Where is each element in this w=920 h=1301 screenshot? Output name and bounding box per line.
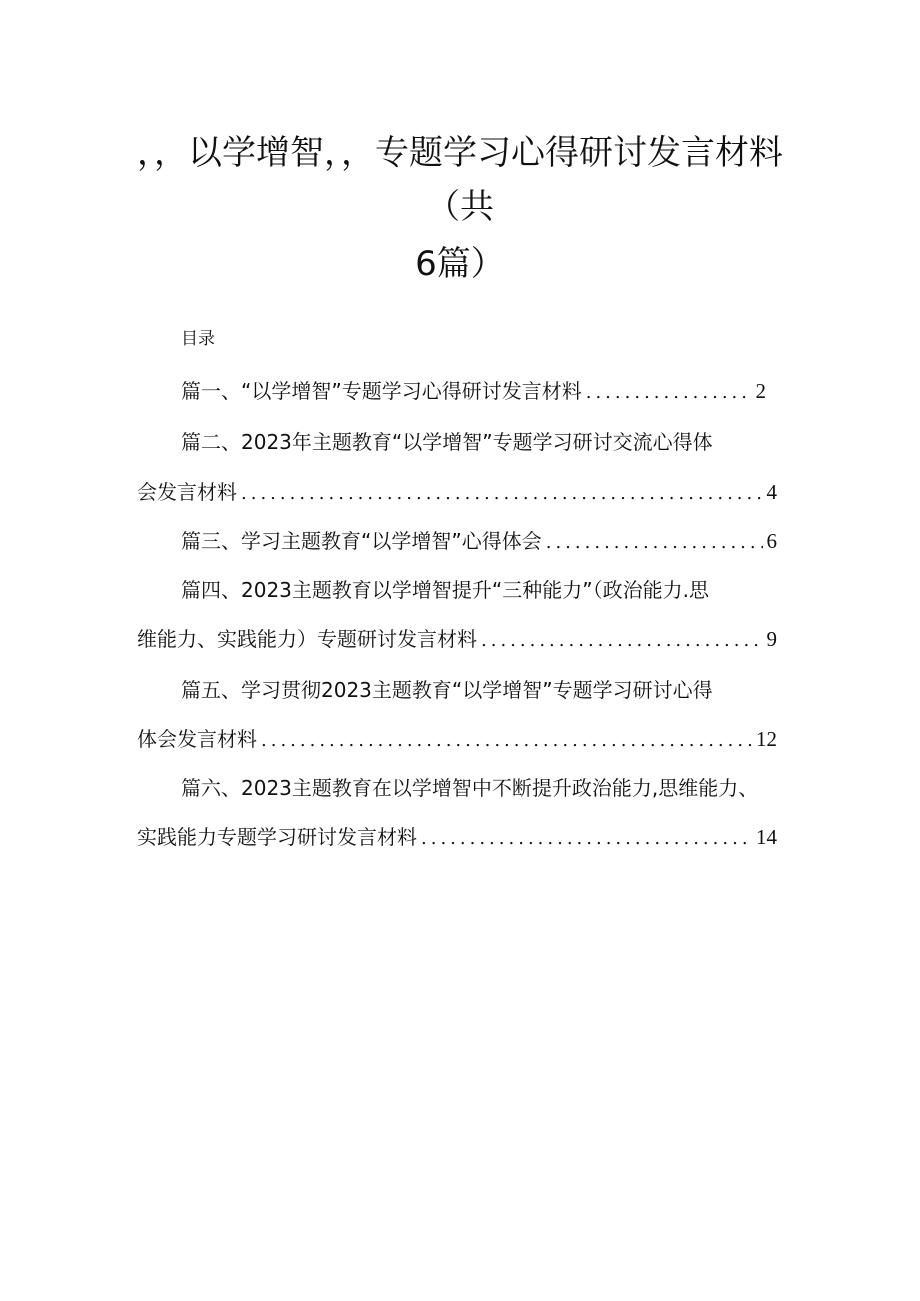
- toc-entry-3-page: 6: [766, 529, 777, 553]
- toc-leader-dots: [481, 627, 763, 655]
- toc-entry-1[interactable]: [181, 377, 766, 407]
- toc-entry-2-title-cont: 会发言材料: [137, 480, 237, 504]
- toc-entry-4-title-cont: 维能力、实践能力）专题研讨发言材料: [137, 627, 477, 651]
- toc-entry-4-page: 9: [766, 627, 777, 651]
- toc-entry-5-title-cont: 体会发言材料: [137, 727, 257, 751]
- toc-leader-dots: [586, 379, 752, 407]
- toc-entry-1-page: 2: [755, 379, 766, 403]
- toc-leader-dots: [261, 727, 752, 755]
- toc-entry-3[interactable]: [181, 527, 777, 557]
- toc-entry-3-title: 篇三、学习主题教育“以学增智”心得体会: [181, 529, 542, 553]
- toc-entry-4[interactable]: [137, 625, 777, 655]
- toc-leader-dots: [546, 529, 763, 557]
- toc-heading: 目录: [181, 329, 215, 349]
- toc-entry-5[interactable]: [137, 725, 777, 755]
- toc-entry-6-title-cont: 实践能力专题学习研讨发言材料: [137, 825, 417, 849]
- toc-entry-2-line-1[interactable]: 篇二、2023年主题教育“以学增智”专题学习研讨交流心得体: [181, 430, 713, 454]
- toc-leader-dots: [241, 480, 763, 508]
- toc-entry-1-title: 篇一、“以学增智”专题学习心得研讨发言材料: [181, 379, 582, 403]
- document-title-line-1: ，，以学增智，，专题学习心得研讨发言材料: [137, 133, 783, 173]
- toc-entry-2-page: 4: [766, 480, 777, 504]
- toc-entry-6-line-1[interactable]: 篇六、2023主题教育在以学增智中不断提升政治能力,思维能力、: [181, 776, 759, 800]
- toc-entry-4-line-1[interactable]: 篇四、2023主题教育以学增智提升“三种能力”（政治能力.思: [181, 578, 709, 602]
- toc-entry-6-page: 14: [756, 825, 777, 849]
- document-title-line-3: 6篇）: [415, 244, 505, 284]
- toc-entry-5-page: 12: [756, 727, 777, 751]
- toc-entry-6[interactable]: [137, 823, 777, 853]
- toc-entry-5-line-1[interactable]: 篇五、学习贯彻2023主题教育“以学增智”专题学习研讨心得: [181, 678, 713, 702]
- document-title-line-2: （共: [426, 187, 494, 227]
- toc-entry-2[interactable]: [137, 478, 777, 508]
- toc-leader-dots: [421, 825, 752, 853]
